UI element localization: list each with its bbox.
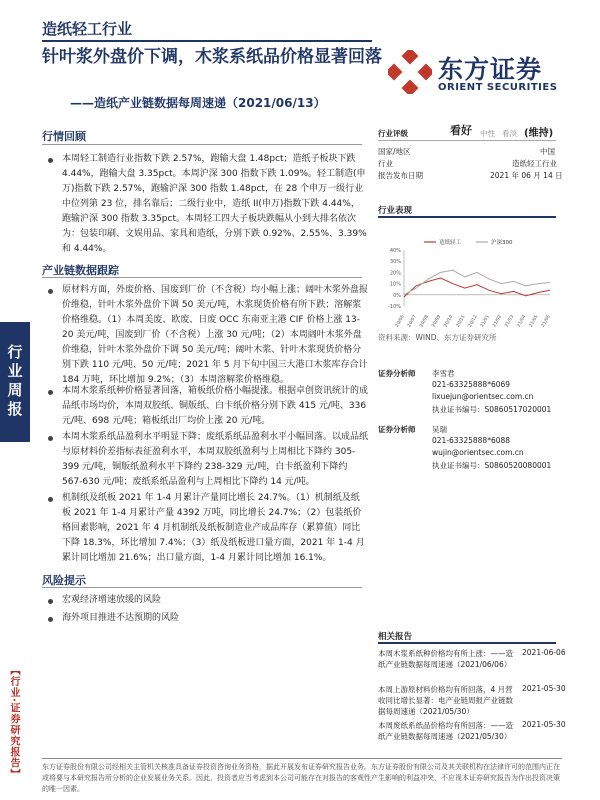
legend-label: 造纸轻工 <box>439 240 462 246</box>
chain-paragraph-prices: 本周木浆系纸种价格显著回落，箱板纸价格小幅提涨。根据卓创资讯统计的成品纸市场均价，本周双胶纸、铜版纸、白卡纸价格分别下跌 415 元/吨、336 元/吨、698 元/吨；箱板纸出厂均价上涨 20 元/吨。 <box>62 386 369 426</box>
analyst-info: 吴瑞 <box>432 425 447 434</box>
analyst-info: 021-63325888*6069 <box>432 380 511 389</box>
related-title: 相关报告 <box>378 632 413 642</box>
chain-paragraph-margins: 本周木浆系纸品盈利水平明显下降；废纸系纸品盈利水平小幅回落。以成品纸与原材料价差指标表征盈利水平，本周双胶纸盈利与上周相比下降约 305-399 元/吨，铜版纸盈利水平下降约 238-329 元/吨，白卡纸盈利下降约 567-630 元/吨；废纸系纸品盈利与上周相比下降约 14 元/吨。 <box>62 432 369 487</box>
related-report-link[interactable]: 本周废纸系纸品价格均有所回落：——造纸产业链数据每周速递（2021/05/30） <box>378 721 513 741</box>
x-tick-label: 20/11 <box>455 314 467 329</box>
bullet <box>48 599 53 604</box>
section-title-review: 行情回顾 <box>42 130 86 143</box>
y-tick-label: 40% <box>389 248 401 254</box>
x-tick-label: 21/01 <box>480 314 491 329</box>
logo-mark-icon <box>388 50 432 94</box>
x-tick-label: 20/07 <box>407 314 418 329</box>
related-report-date: 2021-05-30 <box>522 684 566 693</box>
y-tick-label: 10% <box>389 281 401 288</box>
x-tick-label: 21/03 <box>504 314 516 329</box>
country-label: 国家/地区 <box>378 147 411 156</box>
x-tick-label: 20/08 <box>419 314 431 329</box>
bullet <box>48 497 53 502</box>
report-subtitle: ——造纸产业链数据每周速递（2021/06/13） <box>70 96 326 110</box>
report-industry: 造纸轻工行业 <box>42 20 133 38</box>
y-tick-label: -10% <box>388 304 401 310</box>
logo-text-cn: 东方证券 <box>438 55 543 84</box>
risk-item: 海外项目推进不达预期的风险 <box>62 613 180 623</box>
x-tick-label: 21/06 <box>540 314 552 329</box>
bullet <box>48 436 53 441</box>
footer-rule <box>42 758 562 759</box>
x-tick-label: 21/02 <box>492 314 504 329</box>
rating-rule <box>378 140 556 141</box>
chart-title: 行业表现 <box>378 206 413 216</box>
analyst-info: 李雪君 <box>432 369 455 378</box>
analyst-email-link[interactable]: wujin@orientsec.com.cn <box>432 448 524 457</box>
legend-label: 沪深300 <box>491 240 513 246</box>
analyst-info: 021-63325888*6088 <box>432 436 511 445</box>
rating-status: (维持) <box>524 128 554 139</box>
section-rule <box>42 144 362 145</box>
industry-value: 造纸轻工行业 <box>512 159 557 168</box>
x-tick-label: 20/06 <box>394 314 406 329</box>
x-tick-label: 21/04 <box>516 314 528 329</box>
x-tick-label: 20/12 <box>467 314 479 329</box>
bullet <box>48 158 53 163</box>
bullet <box>48 617 53 622</box>
x-tick-label: 21/05 <box>528 314 540 329</box>
chain-paragraph-output: 机制纸及纸板 2021 年 1-4 月累计产量同比增长 24.7%。（1）机制纸及纸板 2021 年 1-4 月累计产量 4392 万吨，同比增长 24.7%；（2）包装纸价格回素影响，2021 年 4 月机制纸及纸板制造业产成品库存（累算值）同比下降 18.3%，环比增加 7.4%；（3）纸及纸板进口量方面，2021 年 1-4 月累计同比增加 21.6%；出口量方面，1-4 月累计同比增加 16.1%。 <box>62 493 365 563</box>
orient-securities-logo <box>388 46 588 102</box>
rating-neutral: 中性 <box>480 129 495 138</box>
disclaimer: 东方证券股份有限公司经相关主管机关核准具备证券投资咨询业务资格，据此开展发布证券研究报告业务。东方证券股份有限公司及其关联机构在法律许可的范围内正在或将要与本研究报告所分析的企业发展业务关系。因此，投资者应当考虑到本公司可能存在对报告的客观性产生影响的利益冲突，不应视本证券研究报告为作出投资决策的唯一因素。 <box>42 763 560 793</box>
rating-bearish: 看淡 <box>502 129 517 138</box>
date-value: 2021 年 06 月 14 日 <box>490 171 563 180</box>
related-report-link[interactable]: 本周上游原材料价格均有所回落，4 月营收同比增长显著：电产业链周报产业链数据每周速递（2021/05/30） <box>378 685 513 716</box>
y-tick-label: 20% <box>389 270 401 277</box>
related-rule <box>378 642 556 644</box>
x-tick-label: 20/09 <box>431 314 443 329</box>
related-report-date: 2021-06-06 <box>522 648 566 657</box>
report-title: 针叶浆外盘价下调，木浆系纸品价格显著回落 <box>42 47 382 67</box>
logo-text-en: ORIENT SECURITIES <box>438 82 558 93</box>
section-title-chain: 产业链数据跟踪 <box>42 264 119 277</box>
sidebar-tag: 【行业·证券研究报告】 <box>8 665 19 780</box>
review-paragraph: 本周轻工制造行业指数下跌 2.57%，跑输大盘 1.48pct；造纸子板块下跌 4.44%，跑输大盘 3.35pct。本周沪深 300 指数下跌 1.09%。轻工制造(申万)指数下跌 2.57%，跑输沪深 300 指数 1.48pct，在 28 个申万一级行业中位列第 23 位，排名靠后；二级行业中，造纸 II(申万)指数下跌 4.44%，跑输沪深 300 指数 3.35pct。本周轻工四大子板块跌幅从小到大排名依次为：包装印刷、文娱用品、家具和造纸，分别下跌 0.92%、2.55%、3.39%和 4.44%。 <box>62 154 367 254</box>
chart-title-rule <box>378 216 556 218</box>
rating-value: 看好 <box>450 124 472 137</box>
analyst-role: 证券分析师 <box>378 425 416 434</box>
analyst-role: 证券分析师 <box>378 369 416 378</box>
date-label: 报告发布日期 <box>378 171 423 180</box>
section-rule <box>42 277 362 278</box>
section-title-risk: 风险提示 <box>42 574 86 587</box>
x-tick-label: 20/10 <box>443 314 455 329</box>
industry-performance-chart <box>378 236 558 332</box>
sidebar-report-type: 行业周报 <box>0 322 30 442</box>
header-rule <box>42 40 372 42</box>
country-value: 中国 <box>540 147 555 156</box>
chain-paragraph-materials: 原材料方面，外废价格、国废到厂价（不含税）均小幅上涨；阔叶木浆外盘报价维稳，针叶木浆外盘价下调 50 美元/吨，木浆现货价格有所下跌；溶解浆价格维稳。（1）本周美废、欧废、日废 OCC 东南亚主港 CIF 价格上涨 13-20 美元/吨，国废到厂价（不含税）上涨 30 元/吨；（2）本周阔叶木浆外盘价维稳，针叶木浆外盘价下调 50 美元/吨；阔叶木浆、针叶木浆现货价格分别下跌 110 元/吨、50 元/吨；2021 年 5 月下旬中国三大港口木浆库存合计 184 万吨，环比增加 9.2%；（3）本周溶解浆价格维稳。 <box>62 285 369 385</box>
rating-label: 行业评级 <box>378 129 408 138</box>
chart-source: 资料来源：WIND、东方证券研究所 <box>378 333 497 342</box>
bullet <box>48 289 53 294</box>
analyst-email-link[interactable]: lixuejun@orientsec.com.cn <box>432 392 534 401</box>
section-rule <box>42 587 362 588</box>
risk-item: 宏观经济增速放缓的风险 <box>62 595 162 605</box>
y-tick-label: 30% <box>389 259 401 266</box>
bullet <box>48 390 53 395</box>
y-tick-label: 0% <box>393 292 401 299</box>
analyst-info: 执业证书编号：S0860517020001 <box>432 405 552 414</box>
analyst-info: 执业证书编号：S0860520080001 <box>432 461 552 470</box>
industry-label: 行业 <box>378 159 393 168</box>
related-report-date: 2021-05-30 <box>522 720 566 729</box>
related-report-link[interactable]: 本周木浆系纸种价格均有所上涨：——造纸产业链数据每周速递（2021/06/06） <box>378 649 513 669</box>
